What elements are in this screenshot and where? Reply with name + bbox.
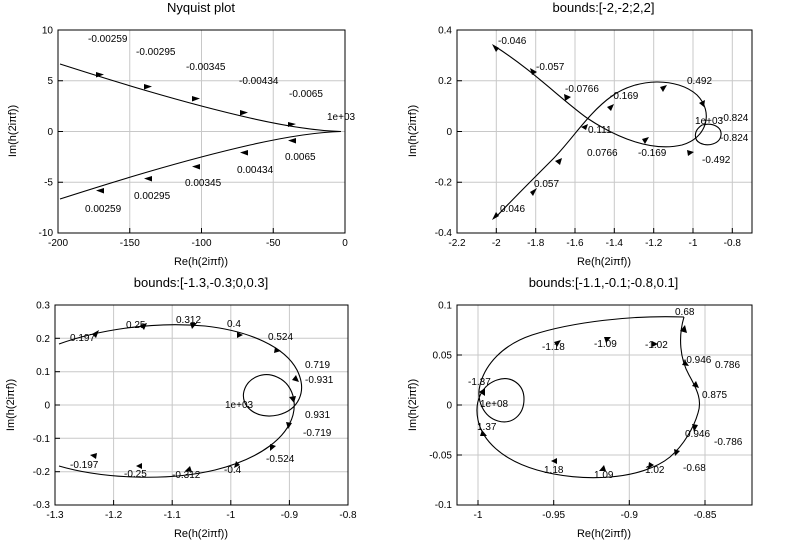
x-axis-label: Re(h(2iπf)) [576, 256, 632, 268]
point-label: 0.786 [715, 360, 741, 371]
point-label: -0.169 [610, 91, 639, 102]
point-label: -0.0065 [289, 89, 323, 100]
point-label: -0.046 [498, 36, 527, 47]
y-tick-label: 0 [446, 400, 452, 412]
panel-title: bounds:[-1.3,-0.3;0,0.3] [133, 275, 269, 290]
y-tick-label: -0.2 [434, 177, 452, 189]
x-tick-label: -0.9 [280, 510, 299, 521]
point-label: 0.00434 [237, 165, 274, 176]
x-tick-label: -1.3 [46, 510, 64, 521]
y-axis-label: Im(h(2iπf)) [5, 378, 17, 432]
nyquist-plot-svg [0, 0, 402, 275]
y-axis-label: Im(h(2iπf)) [407, 104, 419, 158]
y-tick-label: 0.4 [438, 25, 452, 37]
panel-bounds-3 [0, 275, 402, 549]
data-markers [90, 323, 299, 472]
point-label: -0.312 [172, 470, 201, 481]
x-tick-label: -1.2 [104, 510, 123, 521]
point-label: -0.931 [305, 375, 334, 386]
panel-title: bounds:[-1.1,-0.1;-0.8,0.1] [528, 275, 679, 290]
y-tick-labels [429, 301, 452, 512]
point-label: 1e+03 [327, 112, 356, 123]
x-tick-label: -1.6 [566, 238, 584, 249]
point-label: 1.02 [645, 465, 665, 476]
point-label: 1.09 [594, 470, 614, 481]
x-tick-label: -1.1 [163, 510, 181, 521]
y-tick-label: -0.4 [434, 228, 452, 239]
x-tick-label: -50 [266, 238, 281, 249]
x-tick-label: -0.9 [620, 510, 638, 521]
x-axis-label: Re(h(2iπf)) [173, 528, 229, 540]
x-tick-labels [474, 510, 717, 521]
point-label: 1e+08 [480, 399, 509, 410]
point-label: -0.057 [536, 62, 565, 73]
y-tick-label: -5 [44, 177, 53, 189]
point-label: -1.37 [468, 377, 491, 388]
point-label: -0.824 [720, 113, 749, 124]
point-label: -0.4 [224, 465, 242, 476]
point-label: -1.18 [542, 342, 565, 353]
point-label: -0.169 [638, 148, 667, 159]
bounds2-plot-svg [402, 0, 805, 275]
point-label: -0.68 [683, 463, 706, 474]
x-tick-label: -0.95 [542, 510, 566, 521]
point-label: -0.00345 [186, 62, 226, 73]
point-label: -0.00259 [88, 34, 128, 45]
point-label: 0.057 [534, 179, 560, 190]
point-labels [85, 34, 356, 215]
y-tick-label: 10 [41, 25, 53, 37]
y-tick-label: -0.05 [429, 450, 452, 462]
point-label: 0.111 [588, 125, 612, 136]
panel-bounds-2 [402, 0, 805, 275]
point-label: -0.719 [303, 428, 332, 439]
y-tick-labels [435, 26, 453, 240]
y-tick-label: -0.3 [32, 500, 50, 511]
x-tick-labels [46, 510, 357, 521]
y-tick-label: 5 [47, 76, 53, 87]
panel-title: Nyquist plot [167, 0, 235, 15]
y-tick-label: -0.1 [32, 433, 50, 445]
point-label: 0.197 [70, 333, 96, 344]
point-label: 0.046 [500, 204, 526, 215]
point-label: 0.946 [685, 429, 711, 440]
point-label: 0.68 [675, 307, 695, 318]
x-tick-label: 0 [342, 238, 348, 249]
point-label: -1.09 [594, 339, 617, 350]
x-axis-label: Re(h(2iπf)) [173, 256, 229, 268]
y-tick-label: 0 [446, 127, 452, 138]
gridlines [58, 30, 345, 233]
y-axis-label: Im(h(2iπf)) [407, 378, 419, 432]
y-tick-label: -0.2 [32, 467, 50, 478]
point-label: 1e+03 [225, 400, 254, 411]
point-label: 0.4 [227, 319, 241, 330]
point-label: 0.00259 [85, 204, 122, 215]
point-label: -0.197 [70, 460, 99, 471]
x-tick-label: -0.85 [693, 510, 717, 521]
y-tick-labels [33, 301, 51, 512]
bounds4-plot-svg [402, 275, 805, 549]
gridlines [55, 305, 348, 505]
y-tick-label: -0.1 [434, 500, 452, 511]
bounds3-plot-svg [0, 275, 402, 549]
x-tick-label: -1.4 [605, 238, 623, 249]
panel-bounds-4 [402, 275, 805, 549]
point-label: -1.02 [645, 340, 668, 351]
x-tick-label: -150 [119, 238, 140, 249]
point-label: 1.37 [477, 422, 497, 433]
x-tick-labels [448, 238, 741, 249]
x-tick-label: -0.8 [723, 238, 741, 249]
point-label: -0.946 [683, 355, 712, 366]
x-tick-label: -1 [226, 510, 236, 521]
y-tick-labels [39, 26, 54, 240]
point-label: 0.875 [702, 390, 728, 401]
x-tick-label: -1 [473, 510, 483, 521]
point-label: 0.25 [126, 320, 146, 331]
y-tick-label: 0.2 [36, 333, 50, 345]
point-label: 0.00295 [134, 191, 171, 202]
panel-nyquist [0, 0, 402, 275]
x-tick-label: -1.2 [645, 238, 663, 249]
x-tick-label: -2.2 [448, 238, 466, 249]
point-label: 1.18 [544, 465, 564, 476]
y-tick-label: 0.05 [432, 350, 452, 362]
x-tick-label: -0.8 [339, 510, 357, 521]
point-label: -0.00434 [239, 76, 279, 87]
point-label: 0.0065 [285, 152, 316, 163]
y-tick-label: 0.3 [36, 300, 50, 312]
y-tick-label: 0.2 [438, 76, 452, 87]
y-tick-label: 0 [44, 400, 50, 412]
y-tick-label: 0.1 [36, 367, 50, 379]
point-label: -0.0766 [565, 84, 599, 95]
point-label: 0.931 [305, 410, 331, 421]
x-tick-label: -2 [491, 238, 501, 249]
point-label: 0.524 [268, 332, 294, 343]
point-label: 0.312 [176, 315, 202, 326]
x-axis-label: Re(h(2iπf)) [576, 528, 632, 540]
point-label: -0.00295 [136, 47, 176, 58]
x-tick-label: -1.8 [527, 238, 545, 249]
x-tick-labels [48, 238, 348, 249]
y-axis-label: Im(h(2iπf)) [7, 104, 19, 158]
y-tick-label: -10 [38, 228, 53, 239]
point-label: 1e+03 [695, 116, 724, 127]
point-label: 0.00345 [185, 178, 222, 189]
y-tick-label: 0 [47, 127, 53, 138]
x-tick-label: -1 [688, 238, 698, 249]
y-tick-label: 0.1 [438, 300, 452, 312]
point-label: 0.492 [687, 76, 713, 87]
point-label: -0.786 [714, 437, 743, 448]
point-label: -0.492 [702, 155, 731, 166]
point-label: 0.719 [305, 360, 331, 371]
x-tick-label: -100 [191, 238, 212, 249]
panel-title: bounds:[-2,-2;2,2] [552, 0, 655, 15]
point-label: -0.824 [720, 133, 749, 144]
point-label: 0.0766 [587, 148, 618, 159]
point-label: -0.25 [124, 469, 147, 480]
point-label: -0.524 [266, 454, 295, 465]
x-tick-label: -200 [47, 238, 69, 249]
